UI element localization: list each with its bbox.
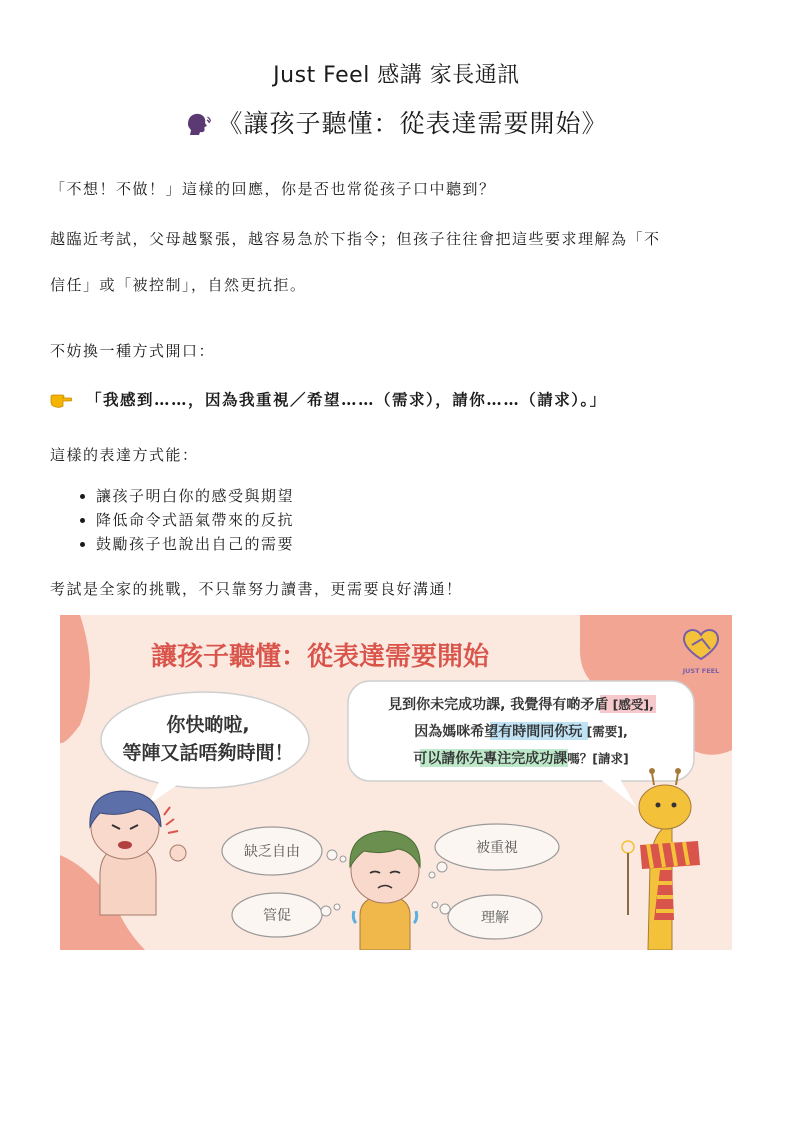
thought-cloud-2 [429, 824, 559, 878]
illustration-banner [60, 615, 732, 950]
list-item: • 鼓勵孩子也說出自己的需要 [96, 532, 294, 556]
subtitle-text: 《讓孩子聽懂：從表達需要開始》 [217, 109, 608, 138]
left-speech-bubble [101, 692, 309, 805]
intro-paragraph: 「不想！不做！」這樣的回應，你是否也常從孩子口中聽到？ [50, 180, 496, 198]
benefits-intro: 這樣的表達方式能： [50, 446, 199, 464]
suggestion-intro: 不妨換一種方式開口： [50, 342, 216, 360]
blob-top-left [60, 615, 90, 743]
right-bubble-line-2: 因為媽咪希望有時間同你玩 [需要], [414, 724, 628, 740]
right-bubble-line-3: 可以請你先專注完成功課嗎？[請求] [413, 751, 629, 767]
formula-text: 「我感到……，因為我重視／希望……（需求），請你……（請求）。」 [86, 390, 607, 409]
page-title: Just Feel 感講 家長通訊 [273, 63, 520, 88]
thought-text: 管促 [263, 908, 291, 924]
thought-text: 被重視 [476, 840, 518, 856]
page-subtitle [0, 104, 793, 142]
banner-title: 讓孩子聽懂：從表達需要開始 [150, 642, 490, 672]
context-line-1: 越臨近考試，父母越緊張，越容易急於下指令；但孩子往往會把這些要求理解為「不 [50, 230, 661, 248]
giraffe-mascot-illustration [622, 768, 700, 950]
angry-parent-illustration [90, 791, 186, 915]
thought-cloud-4 [432, 895, 542, 939]
worried-child-illustration [350, 831, 420, 950]
speaking-head-icon [185, 112, 211, 142]
list-item: • 讓孩子明白你的感受與期望 [96, 484, 294, 508]
pointing-hand-icon [50, 390, 72, 412]
benefits-list [48, 484, 294, 556]
thought-text: 缺乏自由 [244, 844, 300, 860]
right-speech-bubble [348, 681, 694, 807]
thought-cloud-1 [222, 827, 346, 875]
logo-text: JUST FEEL [682, 667, 720, 675]
thought-text: 理解 [481, 910, 509, 926]
list-item: • 降低命令式語氣帶來的反抗 [96, 508, 294, 532]
formula-line [50, 388, 607, 412]
right-bubble-line-1: 見到你未完成功課, 我覺得有啲矛盾 [感受], [388, 697, 654, 713]
context-line-2: 信任」或「被控制」，自然更抗拒。 [50, 276, 307, 294]
thought-cloud-3 [232, 893, 340, 937]
closing-paragraph: 考試是全家的挑戰，不只靠努力讀書，更需要良好溝通！ [50, 580, 463, 598]
left-bubble-line-1: 你快啲啦, [166, 714, 250, 736]
left-bubble-line-2: 等陣又話唔夠時間！ [122, 742, 294, 764]
